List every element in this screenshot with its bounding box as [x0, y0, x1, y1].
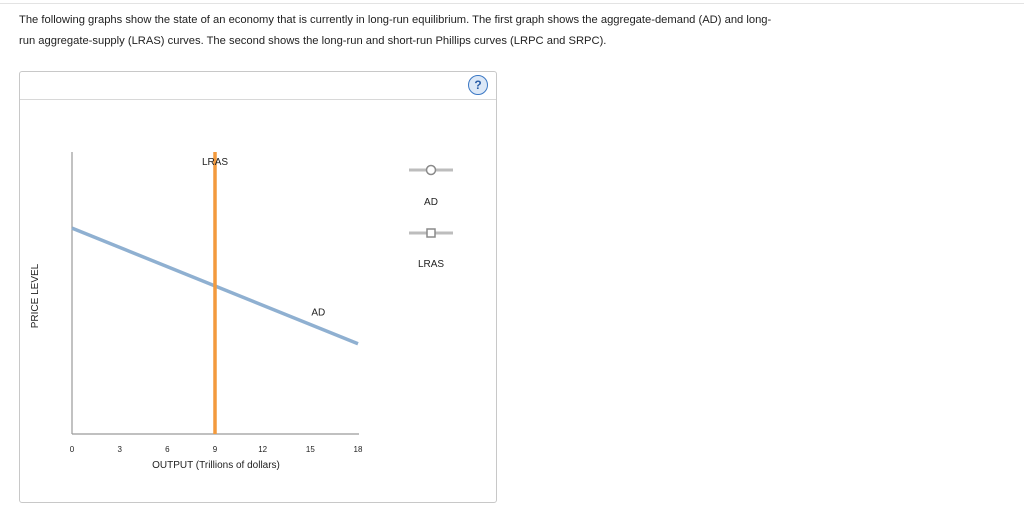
help-icon[interactable]: ?: [468, 75, 488, 95]
ad-lras-chart: [20, 72, 496, 502]
x-axis-title: OUTPUT (Trillions of dollars): [152, 460, 280, 471]
graph-panel: [19, 71, 497, 503]
y-axis-title: PRICE LEVEL: [30, 263, 41, 329]
legend-ad-label: AD: [424, 197, 438, 208]
question-intro: [19, 10, 839, 52]
intro-line-1: The following graphs show the state of an economy that is currently in long-run equilibrium. The first graph shows the aggregate-demand (AD) and long-: [19, 14, 772, 26]
legend-lras-square-marker: [427, 229, 435, 237]
legend: [409, 166, 453, 271]
top-divider: [0, 3, 1024, 4]
lras-curve-label: LRAS: [201, 157, 229, 168]
legend-item-ad[interactable]: [409, 166, 453, 209]
x-tick-label: 3: [117, 445, 122, 454]
x-tick-label: 15: [305, 445, 315, 454]
x-tick-label: 18: [353, 445, 363, 454]
x-tick-label: 0: [69, 445, 75, 454]
intro-line-2: run aggregate-supply (LRAS) curves. The second shows the long-run and short-run Phillips curves (LRPC and SRPC).: [19, 35, 607, 47]
legend-lras-label: LRAS: [417, 259, 445, 270]
legend-ad-circle-marker: [427, 166, 436, 175]
x-tick-label: 9: [212, 445, 218, 454]
x-tick-label: 6: [165, 445, 170, 454]
legend-item-lras[interactable]: [409, 229, 453, 270]
x-tick-labels: [70, 445, 363, 454]
ad-curve-label: AD: [311, 307, 326, 319]
x-tick-label: 12: [258, 445, 268, 454]
